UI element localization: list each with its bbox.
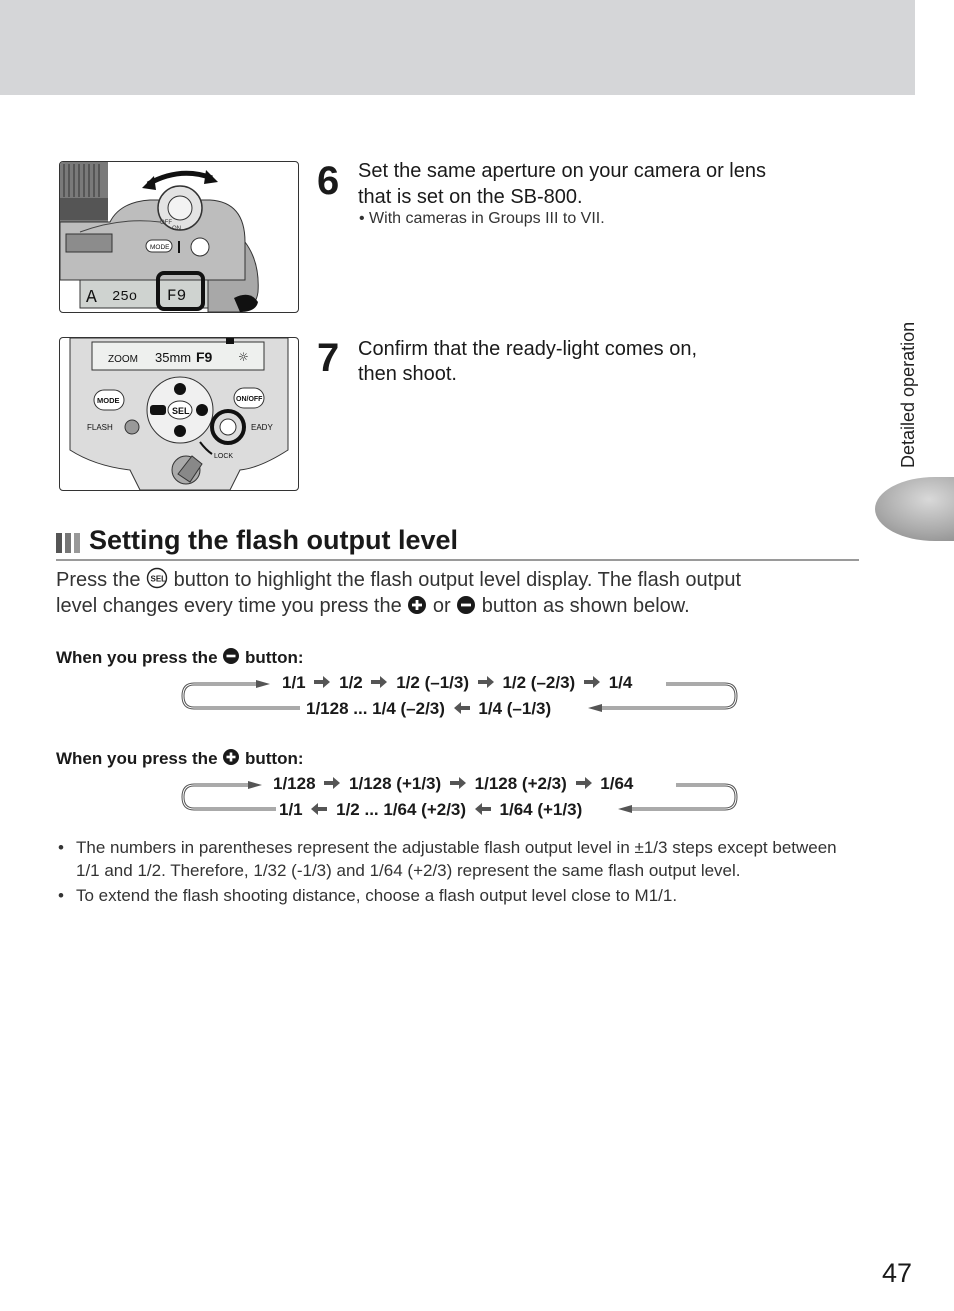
minus-step: 1/2 bbox=[339, 673, 363, 692]
step-7-text-line1: Confirm that the ready-light comes on, bbox=[358, 338, 698, 360]
intro-text-e: button as shown below. bbox=[481, 595, 690, 617]
side-tab-marker bbox=[875, 477, 954, 541]
plus-icon bbox=[222, 748, 240, 766]
step-7-text-line2: then shoot. bbox=[358, 363, 457, 385]
intro-text-c: level changes every time you press the bbox=[56, 595, 402, 617]
note-item: • To extend the flash shooting distance, choose a flash output level close to M1/1. bbox=[56, 885, 856, 908]
minus-step: 1/2 (–2/3) bbox=[502, 673, 576, 692]
flash-label: FLASH bbox=[87, 423, 113, 432]
lcd-value: 25o bbox=[112, 289, 138, 305]
step-7-number: 7 bbox=[317, 336, 340, 380]
minus-label-suffix: button: bbox=[245, 648, 304, 667]
minus-sequence-row2 bbox=[306, 699, 551, 719]
intro-text-d: or bbox=[432, 595, 451, 617]
plus-step: 1/2 ... 1/64 (+2/3) bbox=[336, 800, 467, 819]
minus-sequence-row1 bbox=[282, 673, 632, 693]
sel-button-label: SEL bbox=[172, 406, 190, 416]
plus-button-icon bbox=[407, 595, 427, 615]
lcd-zoom: ZOOM bbox=[108, 354, 138, 365]
plus-step: 1/64 (+1/3) bbox=[499, 800, 583, 819]
side-section-label: Detailed operation bbox=[898, 321, 918, 468]
right-arrow-icon bbox=[584, 676, 600, 688]
minus-step: 1/128 ... 1/4 (–2/3) bbox=[306, 699, 445, 718]
onoff-button-label: ON/OFF bbox=[236, 396, 263, 403]
step-6-number: 6 bbox=[317, 159, 340, 203]
plus-step: 1/128 bbox=[273, 774, 316, 793]
ready-label: EADY bbox=[251, 423, 273, 432]
camera-top-illustration bbox=[59, 161, 299, 313]
right-arrow-icon bbox=[576, 777, 592, 789]
lcd-aperture-7: F9 bbox=[196, 349, 213, 365]
left-arrow-icon bbox=[311, 803, 327, 815]
plus-sequence-row2 bbox=[279, 800, 582, 820]
plus-sequence-row1 bbox=[273, 774, 633, 794]
on-label: ON bbox=[172, 226, 181, 232]
header-band bbox=[0, 0, 915, 95]
plus-label-text: When you press the bbox=[56, 749, 218, 768]
minus-step: 1/4 (–1/3) bbox=[478, 699, 552, 718]
right-arrow-icon bbox=[314, 676, 330, 688]
mode-button-label: MODE bbox=[97, 396, 120, 405]
svg-text:SEL: SEL bbox=[150, 574, 167, 584]
lcd-mode: A bbox=[86, 288, 97, 308]
minus-press-label bbox=[56, 647, 304, 668]
off-label: OFF bbox=[160, 220, 172, 226]
left-arrow-icon bbox=[454, 702, 470, 714]
step-6-note: • With cameras in Groups III to VII. bbox=[359, 210, 605, 227]
lock-label: LOCK bbox=[214, 453, 234, 460]
right-arrow-icon bbox=[371, 676, 387, 688]
section-bars-icon bbox=[56, 533, 80, 553]
intro-line-2 bbox=[56, 593, 690, 619]
intro-line-1 bbox=[56, 567, 741, 593]
minus-step: 1/2 (–1/3) bbox=[396, 673, 469, 692]
plus-step: 1/128 (+1/3) bbox=[349, 774, 442, 793]
left-arrow-icon bbox=[475, 803, 491, 815]
lcd-aperture: F9 bbox=[167, 287, 187, 305]
plus-step: 1/64 bbox=[600, 774, 634, 793]
notes-list bbox=[56, 837, 856, 911]
step-6-text-line2: that is set on the SB-800. bbox=[358, 186, 583, 208]
page-number: 47 bbox=[882, 1258, 913, 1288]
flash-panel-illustration bbox=[59, 337, 299, 491]
svg-text:☼: ☼ bbox=[238, 350, 249, 364]
minus-step: 1/4 bbox=[608, 673, 633, 692]
minus-step: 1/1 bbox=[282, 673, 306, 692]
section-heading bbox=[56, 525, 859, 561]
right-arrow-icon bbox=[450, 777, 466, 789]
lcd-focal: 35mm bbox=[155, 350, 192, 365]
section-title: Setting the flash output level bbox=[89, 525, 459, 555]
intro-text-a: Press the bbox=[56, 569, 141, 591]
right-arrow-icon bbox=[324, 777, 340, 789]
plus-press-label bbox=[56, 748, 304, 769]
minus-icon bbox=[222, 647, 240, 665]
step-6-text-line1: Set the same aperture on your camera or lens bbox=[358, 160, 766, 182]
plus-step: 1/1 bbox=[279, 800, 303, 819]
plus-step: 1/128 (+2/3) bbox=[474, 774, 567, 793]
plus-label-suffix: button: bbox=[245, 749, 304, 768]
mode-label: MODE bbox=[150, 244, 170, 251]
note-item: • The numbers in parentheses represent the adjustable flash output level in ±1/3 steps except between 1/1 and 1/2. Therefore, 1/32 (-1/3) and 1/64 (+2/3) represent the same flash output level. bbox=[56, 837, 856, 882]
right-arrow-icon bbox=[478, 676, 494, 688]
minus-label-text: When you press the bbox=[56, 648, 218, 667]
minus-button-icon bbox=[456, 595, 476, 615]
intro-text-b: button to highlight the flash output level display. The flash output bbox=[173, 569, 742, 591]
sel-button-icon bbox=[146, 567, 168, 589]
